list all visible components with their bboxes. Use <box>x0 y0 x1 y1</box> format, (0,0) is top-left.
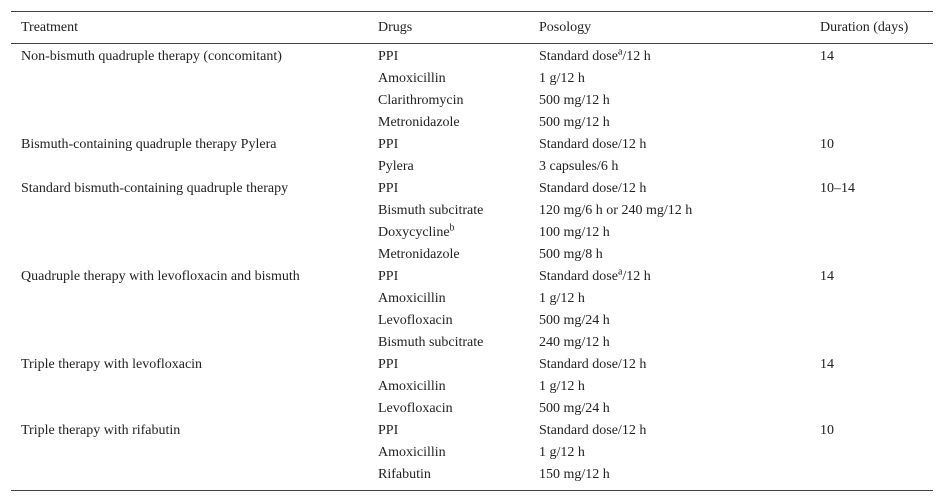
table-row <box>11 200 933 222</box>
cell-drug <box>378 93 464 109</box>
table-row <box>11 398 933 420</box>
posology-text: 500 mg/24 h <box>539 313 610 328</box>
posology-text: 500 mg/12 h <box>539 93 610 108</box>
cell-posology <box>539 46 651 65</box>
cell-drug <box>378 379 446 395</box>
cell-drug <box>378 269 398 285</box>
table-row <box>11 178 933 200</box>
cell-drug <box>378 159 414 175</box>
table-row <box>11 68 933 90</box>
drug-footnote-mark: b <box>449 222 455 234</box>
posology-text: Standard dose <box>539 269 618 284</box>
table-row <box>11 46 933 68</box>
posology-text: 500 mg/8 h <box>539 247 603 262</box>
posology-text: Standard dose/12 h <box>539 181 647 196</box>
posology-text: 100 mg/12 h <box>539 225 610 240</box>
cell-duration: 14 <box>820 49 834 64</box>
drug-name: Amoxicillin <box>378 71 446 86</box>
drug-name: PPI <box>378 181 399 196</box>
cell-drug <box>378 137 398 153</box>
drug-name: Bismuth subcitrate <box>378 335 484 350</box>
drug-name: Metronidazole <box>378 247 460 262</box>
header-drugs: Drugs <box>378 20 413 35</box>
drug-name: Clarithromycin <box>378 93 464 108</box>
drug-name: PPI <box>378 137 399 152</box>
cell-posology <box>539 291 585 307</box>
cell-posology <box>539 137 646 153</box>
cell-posology <box>539 225 610 241</box>
drug-name: PPI <box>378 423 399 438</box>
cell-drug <box>378 335 483 351</box>
cell-drug <box>378 401 453 417</box>
posology-text: 1 g/12 h <box>539 71 585 86</box>
posology-footnote-mark: a <box>617 266 623 278</box>
posology-text: 3 capsules/6 h <box>539 159 619 174</box>
drug-name: Levofloxacin <box>378 401 453 416</box>
header-treatment: Treatment <box>21 20 79 35</box>
posology-text: 240 mg/12 h <box>539 335 610 350</box>
cell-drug <box>378 445 446 461</box>
posology-text: 120 mg/6 h or 240 mg/12 h <box>539 203 693 218</box>
table-bottom-rule <box>11 490 933 491</box>
cell-drug <box>378 222 455 241</box>
table-row <box>11 376 933 398</box>
table-row <box>11 156 933 178</box>
cell-treatment: Quadruple therapy with levofloxacin and bismuth <box>21 269 300 284</box>
cell-drug <box>378 71 446 87</box>
posology-text: 500 mg/12 h <box>539 115 610 130</box>
cell-posology <box>539 93 610 109</box>
cell-posology <box>539 401 610 417</box>
posology-text-tail: /12 h <box>622 49 651 64</box>
posology-text: Standard dose/12 h <box>539 137 647 152</box>
drug-name: PPI <box>378 49 399 64</box>
cell-posology <box>539 379 585 395</box>
cell-treatment: Triple therapy with rifabutin <box>21 423 181 438</box>
cell-drug <box>378 203 483 219</box>
drug-name: Amoxicillin <box>378 291 446 306</box>
table-row <box>11 354 933 376</box>
cell-duration: 14 <box>820 357 834 372</box>
drug-name: Amoxicillin <box>378 445 446 460</box>
cell-drug <box>378 181 398 197</box>
posology-text: 1 g/12 h <box>539 445 585 460</box>
cell-drug <box>378 357 398 373</box>
cell-posology <box>539 203 692 219</box>
cell-posology <box>539 181 646 197</box>
header-posology: Posology <box>539 20 592 35</box>
cell-drug <box>378 115 460 131</box>
drug-name: PPI <box>378 357 399 372</box>
cell-posology <box>539 313 610 329</box>
cell-posology <box>539 335 610 351</box>
cell-duration: 14 <box>820 269 834 284</box>
posology-text: 1 g/12 h <box>539 291 585 306</box>
table-row <box>11 134 933 156</box>
cell-duration: 10 <box>820 137 834 152</box>
posology-footnote-mark: a <box>617 46 623 58</box>
table-row <box>11 464 933 486</box>
table-row <box>11 442 933 464</box>
table-row <box>11 90 933 112</box>
header-duration: Duration (days) <box>820 20 909 35</box>
cell-posology <box>539 445 585 461</box>
drug-name: Metronidazole <box>378 115 460 130</box>
cell-drug <box>378 291 446 307</box>
drug-name: Levofloxacin <box>378 313 453 328</box>
posology-text: Standard dose <box>539 49 618 64</box>
cell-drug <box>378 313 453 329</box>
drug-name: Bismuth subcitrate <box>378 203 484 218</box>
table-row <box>11 332 933 354</box>
cell-posology <box>539 423 646 439</box>
table-row <box>11 310 933 332</box>
cell-duration: 10 <box>820 423 834 438</box>
posology-text: 150 mg/12 h <box>539 467 610 482</box>
cell-treatment: Standard bismuth-containing quadruple therapy <box>21 181 289 196</box>
cell-treatment: Triple therapy with levofloxacin <box>21 357 203 372</box>
table-row <box>11 420 933 442</box>
cell-treatment: Non-bismuth quadruple therapy (concomitant) <box>21 49 282 64</box>
drug-name: Rifabutin <box>378 467 431 482</box>
table-row <box>11 244 933 266</box>
cell-drug <box>378 49 398 65</box>
cell-posology <box>539 266 651 285</box>
posology-text: Standard dose/12 h <box>539 357 647 372</box>
cell-posology <box>539 159 618 175</box>
posology-text: Standard dose/12 h <box>539 423 647 438</box>
treatment-table <box>11 11 933 491</box>
table-header <box>11 12 933 43</box>
cell-posology <box>539 71 585 87</box>
cell-posology <box>539 247 603 263</box>
cell-duration: 10–14 <box>820 181 855 196</box>
posology-text-tail: /12 h <box>622 269 651 284</box>
cell-posology <box>539 467 610 483</box>
cell-drug <box>378 247 460 263</box>
posology-text: 500 mg/24 h <box>539 401 610 416</box>
table-row <box>11 222 933 244</box>
cell-drug <box>378 467 431 483</box>
table-row <box>11 266 933 288</box>
drug-name: Doxycycline <box>378 225 450 240</box>
table-body <box>11 44 933 490</box>
posology-text: 1 g/12 h <box>539 379 585 394</box>
table-row <box>11 288 933 310</box>
table-row <box>11 112 933 134</box>
drug-name: Amoxicillin <box>378 379 446 394</box>
drug-name: Pylera <box>378 159 414 174</box>
cell-posology <box>539 115 610 131</box>
drug-name: PPI <box>378 269 399 284</box>
cell-drug <box>378 423 398 439</box>
cell-posology <box>539 357 646 373</box>
cell-treatment: Bismuth-containing quadruple therapy Pylera <box>21 137 277 152</box>
